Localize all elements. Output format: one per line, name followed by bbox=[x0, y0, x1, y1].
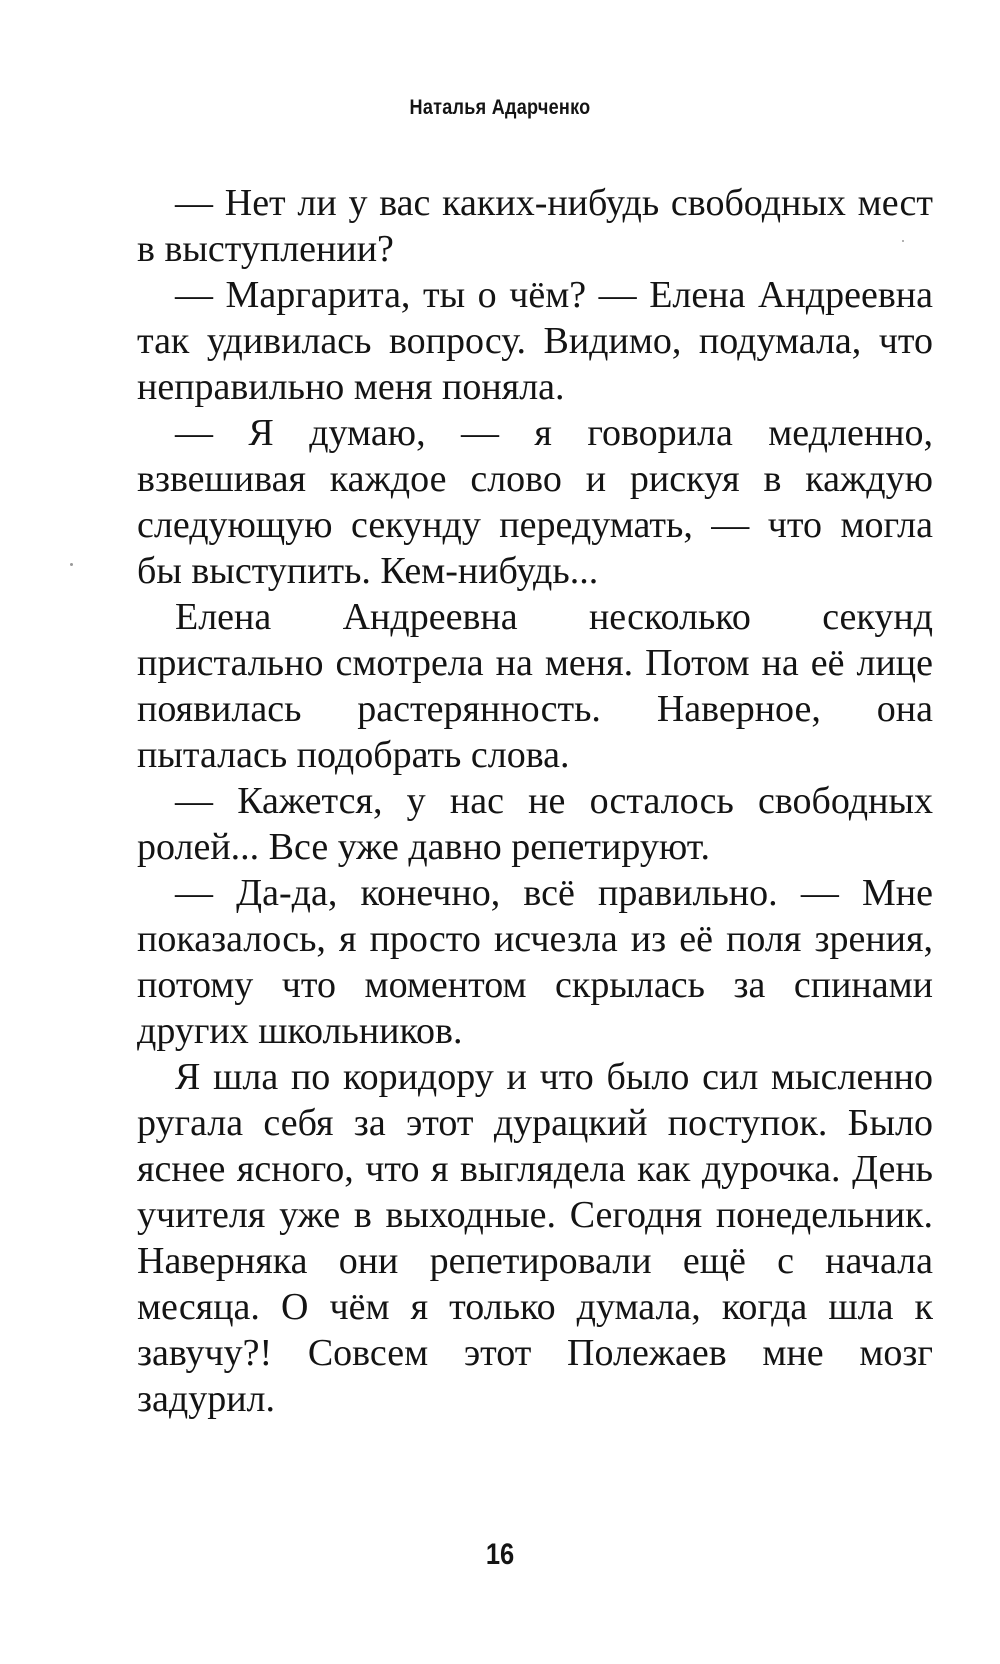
scan-speck bbox=[70, 563, 73, 566]
running-head-author: Наталья Адарченко bbox=[409, 96, 591, 119]
paragraph: — Нет ли у вас каких-нибудь свободных мест в выступлении? bbox=[137, 182, 933, 270]
body-text bbox=[137, 180, 933, 1422]
paragraph: — Да-да, конечно, всё правильно. — Мне показалось, я просто исчезла из её поля зрения, потому что моментом скрылась за спинами других школьников. bbox=[137, 872, 933, 1052]
page-number: 16 bbox=[485, 1538, 515, 1571]
paragraph: Елена Андреевна несколько секунд пристально смотрела на меня. Потом на её лице появилась растерянность. Наверное, она пыталась подобрать слова. bbox=[137, 596, 933, 776]
paragraph: — Я думаю, — я говорила медленно, взвешивая каждое слово и рискуя в каждую следующую секунду передумать, — что могла бы выступить. Кем-нибудь... bbox=[137, 412, 933, 592]
paragraph: — Кажется, у нас не осталось свободных ролей... Все уже давно репетируют. bbox=[137, 780, 933, 868]
paragraph: — Маргарита, ты о чём? — Елена Андреевна так удивилась вопросу. Видимо, подумала, что неправильно меня поняла. bbox=[137, 274, 933, 408]
scan-speck bbox=[902, 240, 904, 242]
paragraph: Я шла по коридору и что было сил мысленно ругала себя за этот дурацкий поступок. Было яснее ясного, что я выглядела как дурочка. День учителя уже в выходные. Сегодня понедельник. Наверняка они репетировали ещё с начала месяца. О чём я только думала, когда шла к завучу?! Совсем этот Полежаев мне мозг задурил. bbox=[137, 1056, 933, 1420]
